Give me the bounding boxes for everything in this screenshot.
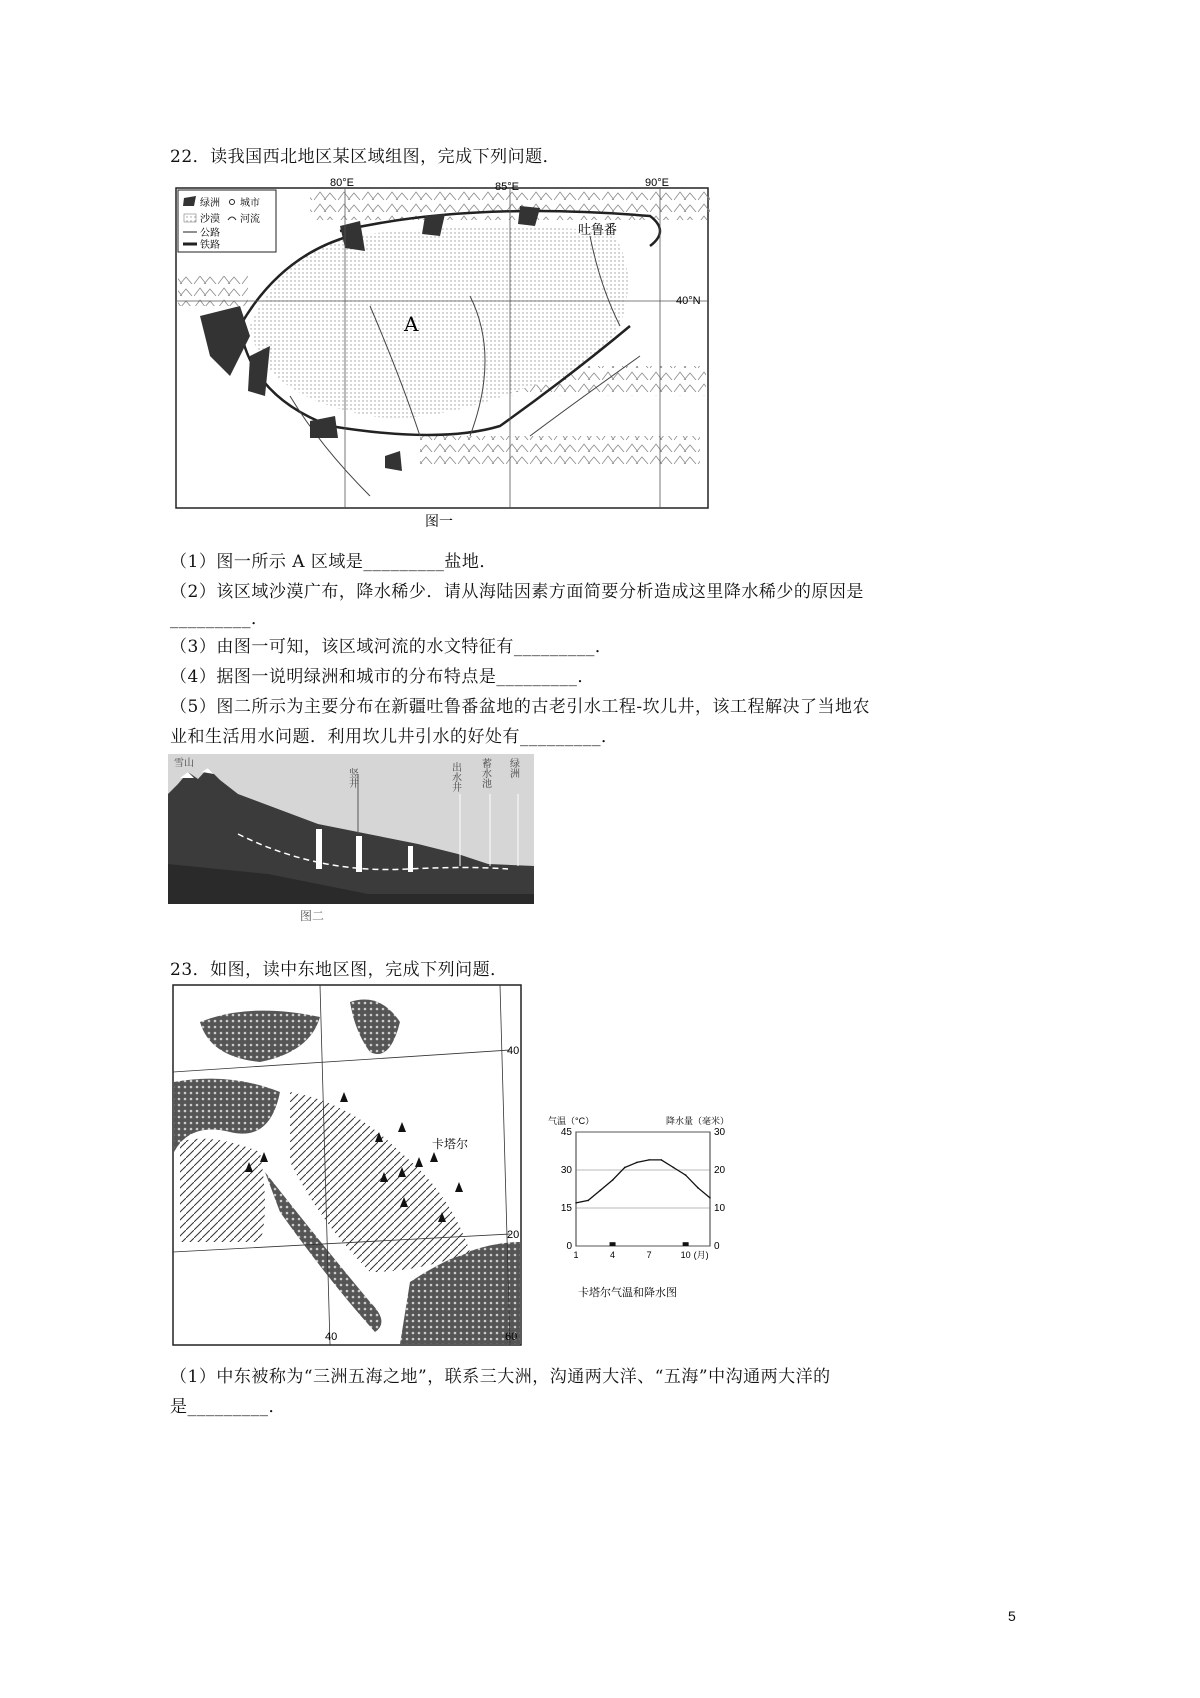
chart-y-left-tick: 30 [560,1165,572,1176]
region-a-label: A [404,312,419,336]
chart-y-right-tick: 10 [714,1203,726,1214]
q22-sub3: （3）由图一可知，该区域河流的水文特征有_________． [170,637,613,657]
lon-80-label: 80°E [330,177,354,189]
legend-river: 河流 [240,214,260,225]
chart-x-tick: 4 [610,1250,616,1260]
chart-temperature-point [624,1167,626,1169]
map-lat-20-label: 20 [507,1229,520,1241]
chart-temperature-line [576,1160,710,1203]
legend-city: 城市 [240,198,260,209]
figure-1-xinjiang-map [170,176,714,530]
figure-2-karez-diagram [168,754,534,930]
middle-east-map [170,982,530,1352]
lon-90-label: 90°E [645,177,669,189]
q22-sub5-line2: 业和生活用水问题．利用坎儿井引水的好处有_________． [170,727,619,747]
lon-85-label: 85°E [495,181,519,193]
chart-temperature-point [660,1159,662,1161]
legend-railway: 铁路 [200,240,220,251]
chart-y-right-tick: 0 [714,1241,720,1252]
q22-sub4: （4）据图一说明绿洲和城市的分布特点是_________． [170,667,595,687]
q22-sub5-line1: （5）图二所示为主要分布在新疆吐鲁番盆地的古老引水工程-坎儿井，该工程解决了当地农 [170,697,871,717]
chart-temperature-point [697,1187,699,1189]
qatar-climate-chart [546,1112,746,1302]
map-lat-40-label: 40 [507,1045,520,1057]
q22-title: 22．读我国西北地区某区域组图，完成下列问题． [170,147,561,167]
vertical-well-label: 竖井 [346,768,358,788]
chart-temperature-point [709,1197,711,1199]
chart-y-right-tick: 20 [714,1165,726,1176]
chart-temperature-point [600,1189,602,1191]
chart-temperature-point [685,1174,687,1176]
chart-plot-frame [576,1132,710,1246]
reservoir-label: 蓄水池 [479,758,491,788]
chart-x-tick: 10 [680,1250,691,1260]
chart-temperature-point [587,1200,589,1202]
chart-y-left-label: 气温（°C） [548,1116,595,1126]
chart-y-left-tick: 45 [560,1127,572,1138]
chart-precipitation-bar [683,1242,689,1246]
outlet-well-label: 出水井 [449,762,461,792]
chart-temperature-point [575,1202,577,1204]
chart-x-tick: 7 [646,1250,652,1260]
chart-y-left-tick: 0 [566,1241,572,1252]
turpan-label: 吐鲁番 [578,223,618,238]
chart-y-right-label: 降水量（毫米） [666,1116,730,1126]
q22-sub2-line2: _________． [170,609,269,629]
qatar-label: 卡塔尔 [432,1137,469,1151]
chart-temperature-point [612,1179,614,1181]
chart-x-unit: (月) [693,1250,709,1260]
q23-sub1-line2: 是_________． [170,1397,286,1417]
figure-1-caption: 图一 [425,514,453,530]
map-lon-60-label: 60 [505,1331,518,1343]
figure-2-caption: 图二 [300,909,325,923]
chart-y-left-tick: 15 [560,1203,572,1214]
legend-desert: 沙漠 [200,214,220,225]
map-lon-40-label: 40 [325,1331,338,1343]
q22-sub1: （1）图一所示 A 区域是_________盐地． [170,552,497,572]
page-number: 5 [1008,1608,1016,1624]
chart-temperature-point [648,1159,650,1161]
chart-temperature-point [636,1162,638,1164]
chart-temperature-point [673,1167,675,1169]
chart-x-tick: 1 [573,1250,579,1260]
q22-sub2-line1: （2）该区域沙漠广布，降水稀少．请从海陆因素方面简要分析造成这里降水稀少的原因是 [170,582,864,602]
legend-oasis: 绿洲 [200,198,220,209]
q23-title: 23．如图，读中东地区图，完成下列问题． [170,960,508,980]
chart-precipitation-bar [610,1242,616,1246]
legend-road: 公路 [200,228,220,239]
oasis-label: 绿洲 [507,758,519,778]
q23-sub1-line1: （1）中东被称为“三洲五海之地”，联系三大洲，沟通两大洋、“五海”中沟通两大洋的 [170,1367,831,1387]
snow-mountain-label: 雪山 [174,758,194,769]
chart-title: 卡塔尔气温和降水图 [578,1286,677,1299]
lat-40-label: 40°N [676,295,701,307]
chart-y-right-tick: 30 [714,1127,726,1138]
